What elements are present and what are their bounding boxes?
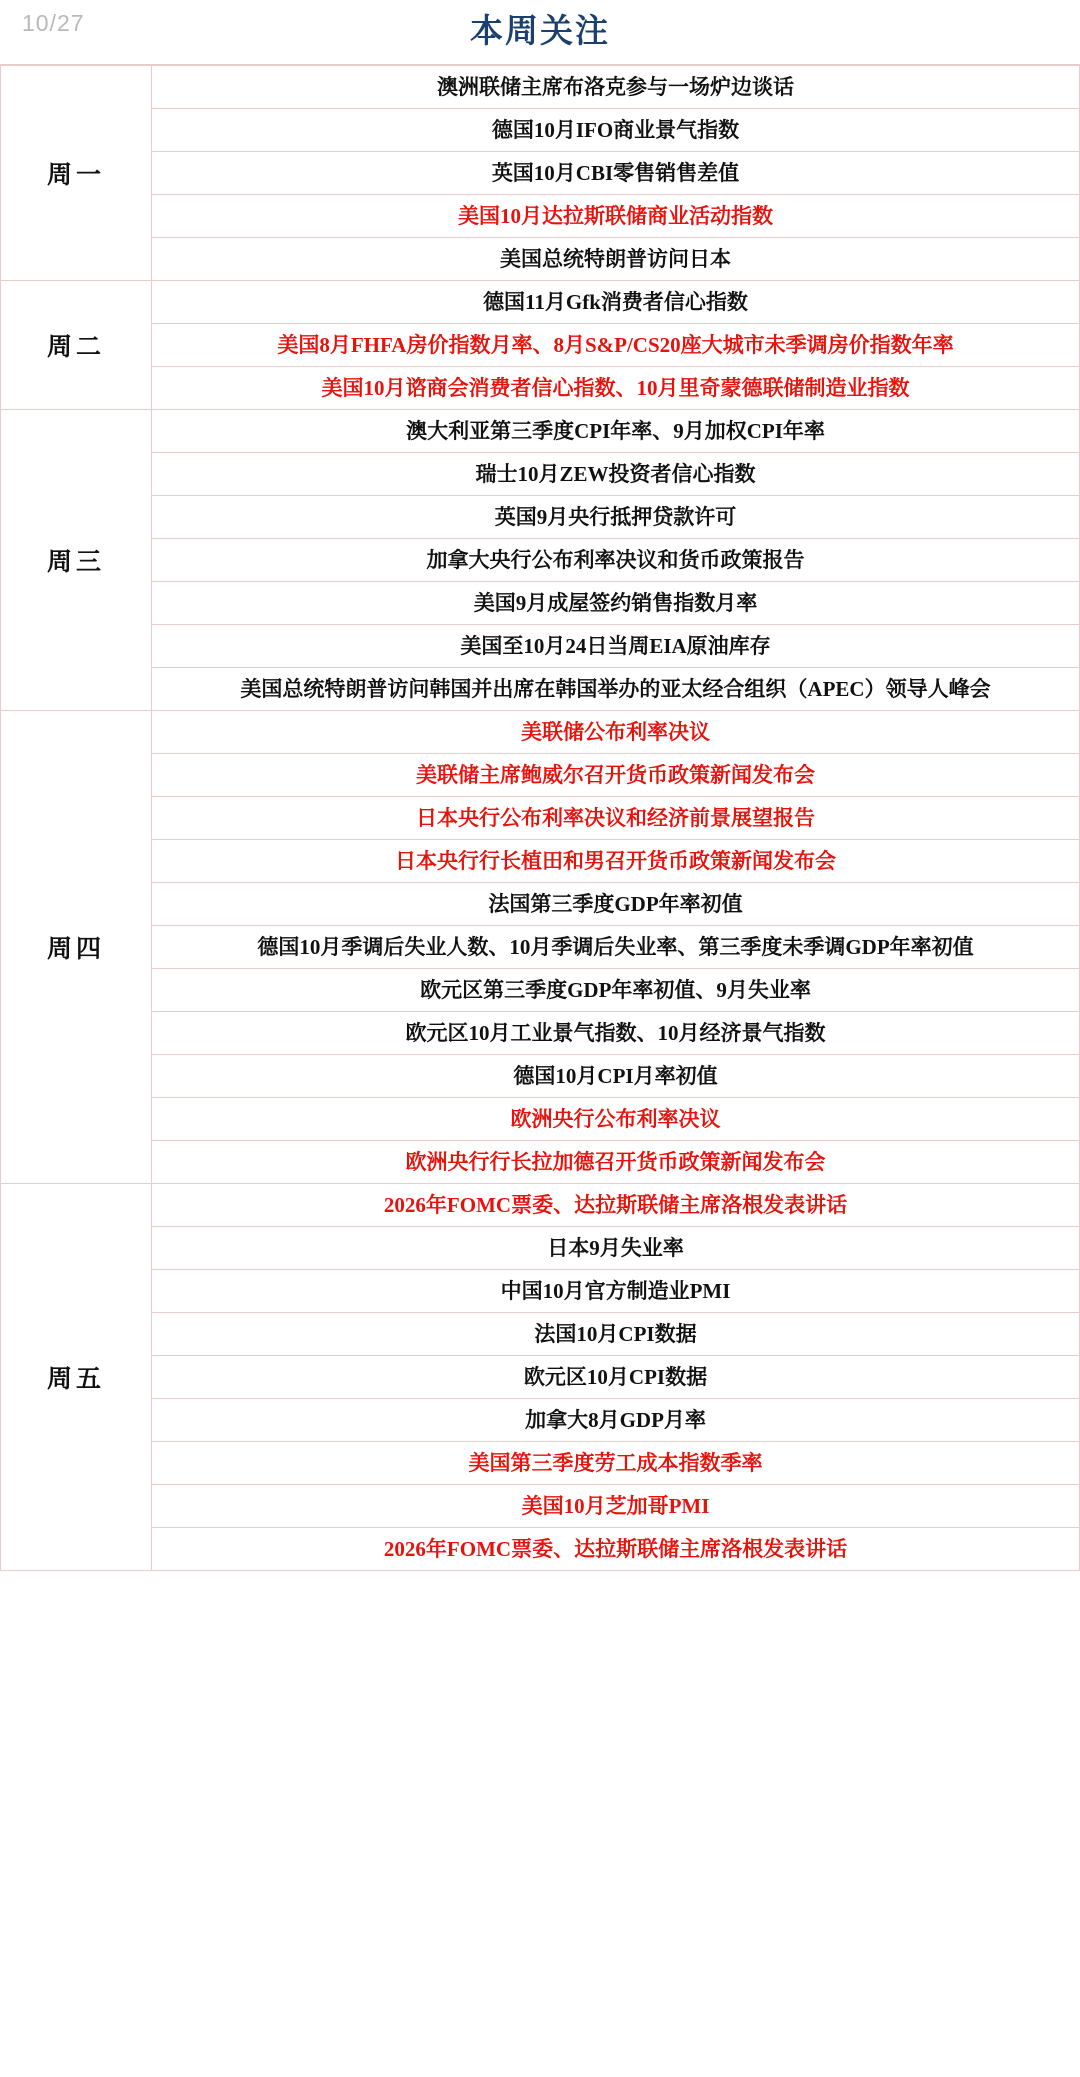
table-row <box>1 625 1080 668</box>
day-label-cell: 周三 <box>1 410 152 711</box>
event-cell: 日本央行行长植田和男召开货币政策新闻发布会 <box>152 840 1080 883</box>
event-cell: 欧洲央行公布利率决议 <box>152 1098 1080 1141</box>
date-stamp: 10/27 <box>22 10 85 36</box>
event-cell: 法国10月CPI数据 <box>152 1313 1080 1356</box>
event-cell: 2026年FOMC票委、达拉斯联储主席洛根发表讲话 <box>152 1528 1080 1571</box>
event-cell: 日本9月失业率 <box>152 1227 1080 1270</box>
table-row <box>1 754 1080 797</box>
table-row <box>1 711 1080 754</box>
day-label-cell: 周四 <box>1 711 152 1184</box>
table-row <box>1 969 1080 1012</box>
table-row <box>1 883 1080 926</box>
table-row <box>1 1270 1080 1313</box>
event-cell: 澳大利亚第三季度CPI年率、9月加权CPI年率 <box>152 410 1080 453</box>
table-row <box>1 367 1080 410</box>
table-row <box>1 109 1080 152</box>
event-cell: 澳洲联储主席布洛克参与一场炉边谈话 <box>152 66 1080 109</box>
page-header <box>0 0 1080 65</box>
table-row <box>1 1012 1080 1055</box>
table-row <box>1 668 1080 711</box>
event-cell: 美国至10月24日当周EIA原油库存 <box>152 625 1080 668</box>
table-row <box>1 1485 1080 1528</box>
table-row <box>1 496 1080 539</box>
day-label-cell: 周一 <box>1 66 152 281</box>
schedule-table <box>0 65 1080 1571</box>
event-cell: 欧元区第三季度GDP年率初值、9月失业率 <box>152 969 1080 1012</box>
event-cell: 德国10月季调后失业人数、10月季调后失业率、第三季度未季调GDP年率初值 <box>152 926 1080 969</box>
table-row <box>1 238 1080 281</box>
event-cell: 加拿大8月GDP月率 <box>152 1399 1080 1442</box>
table-row <box>1 1141 1080 1184</box>
table-row <box>1 797 1080 840</box>
table-row <box>1 281 1080 324</box>
table-row <box>1 1528 1080 1571</box>
page-title: 本周关注 <box>470 14 610 50</box>
table-row <box>1 324 1080 367</box>
table-row <box>1 582 1080 625</box>
event-cell: 中国10月官方制造业PMI <box>152 1270 1080 1313</box>
table-row <box>1 1227 1080 1270</box>
event-cell: 美国第三季度劳工成本指数季率 <box>152 1442 1080 1485</box>
table-row <box>1 66 1080 109</box>
table-row <box>1 1442 1080 1485</box>
event-cell: 德国10月CPI月率初值 <box>152 1055 1080 1098</box>
event-cell: 美国8月FHFA房价指数月率、8月S&P/CS20座大城市未季调房价指数年率 <box>152 324 1080 367</box>
table-row <box>1 840 1080 883</box>
table-row <box>1 453 1080 496</box>
table-row <box>1 410 1080 453</box>
event-cell: 德国10月IFO商业景气指数 <box>152 109 1080 152</box>
event-cell: 德国11月Gfk消费者信心指数 <box>152 281 1080 324</box>
table-row <box>1 539 1080 582</box>
event-cell: 美国总统特朗普访问日本 <box>152 238 1080 281</box>
event-cell: 美国10月谘商会消费者信心指数、10月里奇蒙德联储制造业指数 <box>152 367 1080 410</box>
event-cell: 欧元区10月工业景气指数、10月经济景气指数 <box>152 1012 1080 1055</box>
event-cell: 美国10月芝加哥PMI <box>152 1485 1080 1528</box>
event-cell: 英国9月央行抵押贷款许可 <box>152 496 1080 539</box>
table-row <box>1 1055 1080 1098</box>
table-row <box>1 1098 1080 1141</box>
event-cell: 美国9月成屋签约销售指数月率 <box>152 582 1080 625</box>
day-label-cell: 周二 <box>1 281 152 410</box>
event-cell: 英国10月CBI零售销售差值 <box>152 152 1080 195</box>
event-cell: 美国总统特朗普访问韩国并出席在韩国举办的亚太经合组织（APEC）领导人峰会 <box>152 668 1080 711</box>
event-cell: 欧洲央行行长拉加德召开货币政策新闻发布会 <box>152 1141 1080 1184</box>
table-row <box>1 152 1080 195</box>
table-row <box>1 1184 1080 1227</box>
table-row <box>1 195 1080 238</box>
event-cell: 2026年FOMC票委、达拉斯联储主席洛根发表讲话 <box>152 1184 1080 1227</box>
table-row <box>1 1399 1080 1442</box>
event-cell: 美国10月达拉斯联储商业活动指数 <box>152 195 1080 238</box>
day-label-cell: 周五 <box>1 1184 152 1571</box>
event-cell: 加拿大央行公布利率决议和货币政策报告 <box>152 539 1080 582</box>
event-cell: 美联储主席鲍威尔召开货币政策新闻发布会 <box>152 754 1080 797</box>
event-cell: 欧元区10月CPI数据 <box>152 1356 1080 1399</box>
event-cell: 美联储公布利率决议 <box>152 711 1080 754</box>
table-row <box>1 1356 1080 1399</box>
event-cell: 日本央行公布利率决议和经济前景展望报告 <box>152 797 1080 840</box>
event-cell: 瑞士10月ZEW投资者信心指数 <box>152 453 1080 496</box>
event-cell: 法国第三季度GDP年率初值 <box>152 883 1080 926</box>
table-row <box>1 926 1080 969</box>
table-row <box>1 1313 1080 1356</box>
